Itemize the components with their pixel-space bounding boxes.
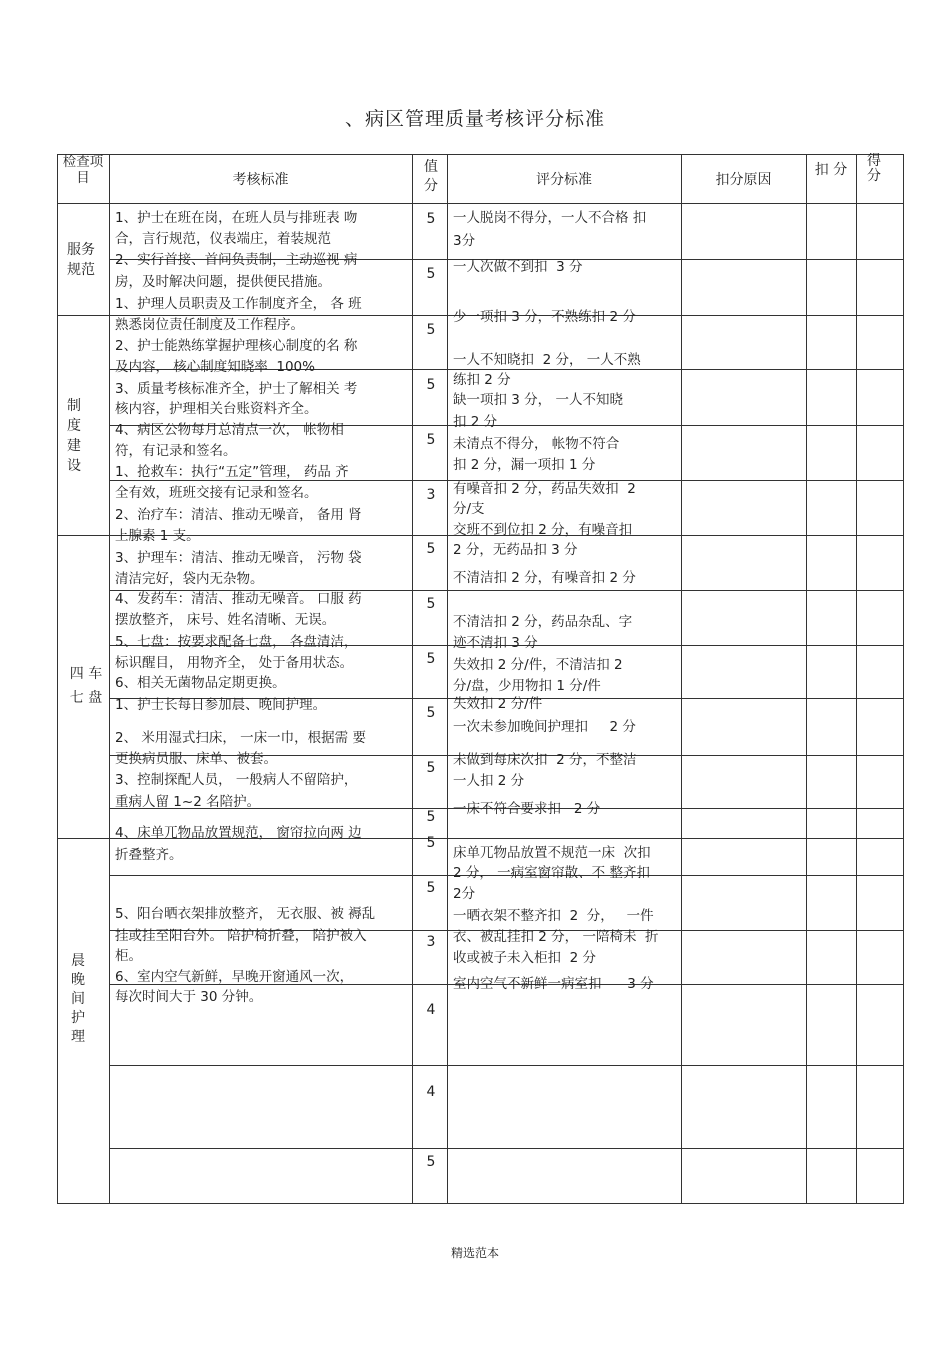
standard-line: 柜。 bbox=[115, 948, 142, 964]
header-criteria: 评分标准 bbox=[536, 172, 592, 188]
standard-line: 上腺素 1 支。 bbox=[115, 528, 200, 544]
standard-line: 全有效，班班交接有记录和签名。 bbox=[115, 485, 318, 501]
standard-line: 2、治疗车：清洁、推动无噪音， 备用 肾 bbox=[115, 507, 362, 523]
page-footer: 精选范本 bbox=[450, 1246, 499, 1260]
standard-line: 5、阳台晒衣架排放整齐， 无衣服、被 褥乱 bbox=[115, 906, 376, 922]
criteria-line: 未做到每床次扣 2 分，不整洁 bbox=[453, 752, 637, 768]
criteria-line: 一次未参加晚间护理扣 2 分 bbox=[453, 719, 636, 735]
criteria-line: 一人扣 2 分 bbox=[453, 773, 525, 789]
value-cell: 5 bbox=[426, 1154, 436, 1170]
criteria-line: 未清点不得分， 帐物不符合 bbox=[453, 436, 620, 452]
criteria-line: 2 分，无药品扣 3 分 bbox=[453, 542, 578, 558]
criteria-line: 分/支 bbox=[453, 501, 485, 517]
standard-line: 2、护士能熟练掌握护理核心制度的名 称 bbox=[115, 338, 358, 354]
category-carts-trays: 四 车 七 盘 bbox=[69, 666, 103, 706]
criteria-line: 有噪音扣 2 分，药品失效扣 2 bbox=[453, 481, 636, 497]
standard-line: 核内容，护理相关台账资料齐全。 bbox=[115, 401, 318, 417]
standard-line: 4、病区公物每月总清点一次， 帐物相 bbox=[115, 422, 344, 438]
value-cell: 5 bbox=[426, 541, 436, 557]
criteria-line: 分/盘，少用物扣 1 分/件 bbox=[453, 678, 601, 694]
value-cell: 5 bbox=[426, 432, 436, 448]
criteria-line: 少一项扣 3 分，不熟练扣 2 分 bbox=[453, 309, 636, 325]
criteria-line: 交班不到位扣 2 分，有噪音扣 bbox=[453, 522, 633, 538]
value-cell: 5 bbox=[426, 705, 436, 721]
standard-line: 1、护士长每日参加晨、晚间护理。 bbox=[115, 697, 327, 713]
header-standard: 考核标准 bbox=[232, 172, 289, 188]
header-reason: 扣分原因 bbox=[715, 172, 772, 188]
standard-line: 3、控制探配人员， 一般病人不留陪护， bbox=[115, 772, 358, 788]
standard-line: 符，有记录和签名。 bbox=[115, 443, 237, 459]
criteria-line: 练扣 2 分 bbox=[453, 372, 511, 388]
criteria-line: 一人不知晓扣 2 分， 一人不熟 bbox=[453, 352, 641, 368]
criteria-line: 3分 bbox=[453, 233, 476, 249]
criteria-line: 不清洁扣 2 分，药品杂乱、字 bbox=[453, 614, 633, 630]
standard-line: 挂或挂至阳台外。 陪护椅折叠， 陪护被入 bbox=[115, 928, 367, 944]
criteria-line: 室内空气不新鲜一病室扣 3 分 bbox=[453, 976, 654, 992]
criteria-line: 迹不清扣 3 分 bbox=[453, 635, 538, 651]
standard-line: 1、护士在班在岗，在班人员与排班表 吻 bbox=[115, 210, 358, 226]
criteria-line: 收或被子未入柜扣 2 分 bbox=[453, 950, 596, 966]
criteria-line: 一床不符合要求扣 2 分 bbox=[453, 801, 601, 817]
standard-line: 4、发药车：清洁、推动无噪音。 口服 药 bbox=[115, 591, 362, 607]
value-cell: 5 bbox=[426, 266, 436, 282]
value-cell: 5 bbox=[426, 211, 436, 227]
criteria-line: 床单兀物品放置不规范一床 次扣 bbox=[453, 845, 651, 861]
criteria-line: 一人脱岗不得分，一人不合格 扣 bbox=[453, 210, 647, 226]
value-cell: 5 bbox=[426, 596, 436, 612]
criteria-line: 失效扣 2 分/件，不清洁扣 2 bbox=[453, 657, 623, 673]
standard-line: 房，及时解决问题，提供便民措施。 bbox=[115, 274, 331, 290]
header-score: 得分 bbox=[867, 153, 881, 184]
header-deduct: 扣 分 bbox=[814, 162, 848, 178]
standard-line: 标识醒目， 用物齐全， 处于备用状态。 bbox=[115, 655, 354, 671]
value-cell: 3 bbox=[426, 934, 436, 950]
criteria-line: 不清洁扣 2 分，有噪音扣 2 分 bbox=[453, 570, 636, 586]
standard-line: 5、七盘：按要求配备七盘， 各盘清洁， bbox=[115, 634, 358, 650]
value-cell: 4 bbox=[426, 1084, 436, 1100]
page-title: 、病区管理质量考核评分标准 bbox=[344, 108, 605, 130]
standard-line: 重病人留 1~2 名陪护。 bbox=[115, 794, 261, 810]
standard-line: 3、质量考核标准齐全，护士了解相关 考 bbox=[115, 381, 358, 397]
standard-line: 1、护理人员职责及工作制度齐全， 各 班 bbox=[115, 296, 362, 312]
standard-line: 更换病员服、床单、被套。 bbox=[115, 751, 277, 767]
standard-line: 熟悉岗位责任制度及工作程序。 bbox=[115, 317, 304, 333]
criteria-line: 2 分， 一病室窗帘散、不 整齐扣 bbox=[453, 865, 650, 881]
criteria-line: 缺一项扣 3 分， 一人不知晓 bbox=[453, 392, 623, 408]
value-cell: 5 bbox=[426, 835, 436, 851]
criteria-line: 一人次做不到扣 3 分 bbox=[453, 259, 583, 275]
header-value: 值分 bbox=[424, 159, 438, 194]
value-cell: 5 bbox=[426, 809, 436, 825]
category-system: 制度建设 bbox=[67, 398, 81, 474]
standard-line: 及内容， 核心制度知晓率 100% bbox=[115, 359, 315, 375]
value-cell: 3 bbox=[426, 487, 436, 503]
category-service: 服务规范 bbox=[67, 242, 95, 278]
value-cell: 5 bbox=[426, 377, 436, 393]
standard-line: 4、床单兀物品放置规范， 窗帘拉向两 边 bbox=[115, 825, 362, 841]
standard-line: 合，言行规范，仪表端庄，着装规范 bbox=[115, 231, 331, 247]
category-morning-evening-care: 晨晚间护理 bbox=[71, 953, 85, 1045]
standard-line: 6、室内空气新鲜，早晚开窗通风一次， bbox=[115, 969, 354, 985]
criteria-line: 扣 2 分，漏一项扣 1 分 bbox=[453, 457, 596, 473]
standard-line: 每次时间大于 30 分钟。 bbox=[115, 989, 263, 1005]
criteria-line: 失效扣 2 分/件 bbox=[453, 696, 543, 712]
standard-line: 3、护理车：清洁、推动无噪音， 污物 袋 bbox=[115, 550, 362, 566]
value-cell: 5 bbox=[426, 651, 436, 667]
standard-line: 折叠整齐。 bbox=[115, 847, 183, 863]
value-cell: 5 bbox=[426, 880, 436, 896]
criteria-line: 2分 bbox=[453, 886, 476, 902]
standard-line: 1、抢救车：执行“五定”管理， 药品 齐 bbox=[115, 464, 349, 480]
header-item: 检查项目 bbox=[62, 154, 104, 186]
value-cell: 5 bbox=[426, 760, 436, 776]
standard-line: 清洁完好，袋内无杂物。 bbox=[115, 571, 264, 587]
standard-line: 2、 米用湿式扫床， 一床一巾，根据需 要 bbox=[115, 730, 366, 746]
standard-line: 6、相关无菌物品定期更换。 bbox=[115, 675, 286, 691]
value-cell: 4 bbox=[426, 1002, 436, 1018]
standard-line: 摆放整齐， 床号、姓名清晰、无误。 bbox=[115, 612, 336, 628]
criteria-line: 扣 2 分 bbox=[453, 414, 498, 430]
criteria-line: 一晒衣架不整齐扣 2 分， 一件 bbox=[453, 908, 654, 924]
value-cell: 5 bbox=[426, 322, 436, 338]
standard-line: 2、实行首接、首问负责制，主动巡视 病 bbox=[115, 252, 358, 268]
criteria-line: 衣、被乱挂扣 2 分， 一陪椅未 折 bbox=[453, 929, 659, 945]
